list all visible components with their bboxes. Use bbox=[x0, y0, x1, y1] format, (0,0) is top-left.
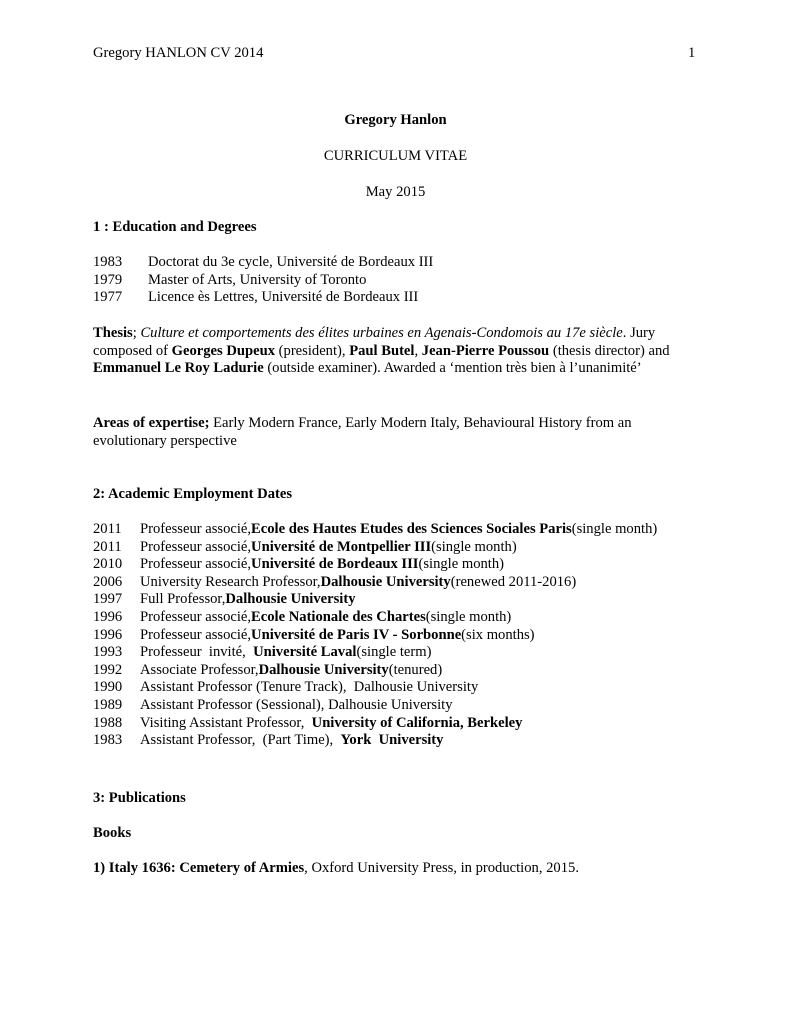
education-year: 1977 bbox=[93, 289, 123, 306]
thesis-text: (thesis director) and bbox=[549, 342, 670, 359]
employment-institution: Ecole des Hautes Etudes des Sciences Sociales Paris bbox=[251, 521, 572, 537]
employment-institution: Dalhousie University bbox=[225, 591, 356, 608]
employment-heading: 2: Academic Employment Dates bbox=[93, 486, 293, 502]
thesis-text: , bbox=[414, 342, 422, 359]
employment-role: Visiting Assistant Professor, bbox=[140, 714, 312, 731]
thesis-title: Culture et comportements des élites urbaines en Agenais-Condomois au 17e siècle bbox=[140, 325, 623, 341]
list-item bbox=[93, 591, 713, 609]
jury-member: Emmanuel Le Roy Ladurie bbox=[93, 360, 264, 377]
publications-heading: 3: Publications bbox=[93, 790, 186, 806]
list-item bbox=[93, 272, 705, 290]
education-text: Master of Arts, University of Toronto bbox=[148, 271, 367, 288]
employment-note: (single month) bbox=[571, 521, 658, 537]
education-list bbox=[93, 254, 705, 307]
employment-role: Professeur associé, bbox=[140, 556, 252, 573]
cv-date: May 2015 bbox=[365, 184, 426, 200]
education-text: Doctorat du 3e cycle, Université de Bordeaux III bbox=[148, 254, 434, 270]
list-item bbox=[93, 662, 713, 680]
employment-institution: Université Laval bbox=[253, 644, 357, 661]
employment-year: 2010 bbox=[93, 556, 123, 573]
employment-year: 1983 bbox=[93, 732, 123, 749]
employment-list bbox=[93, 521, 713, 750]
employment-role: Assistant Professor (Sessional), Dalhousie University bbox=[140, 696, 453, 713]
cv-name: Gregory Hanlon bbox=[344, 112, 447, 128]
book-title: 1) Italy 1636: Cemetery of Armies bbox=[93, 860, 305, 876]
employment-year: 2006 bbox=[93, 573, 123, 590]
page-number: 1 bbox=[688, 45, 696, 61]
expertise-text: Early Modern France, Early Modern Italy, Behavioural History from an evolutionary perspective bbox=[93, 415, 632, 449]
book-details: , Oxford University Press, in production, 2015. bbox=[304, 860, 579, 876]
book-entry bbox=[93, 860, 705, 878]
list-item bbox=[93, 254, 705, 272]
cv-title: CURRICULUM VITAE bbox=[323, 148, 468, 164]
employment-institution: University of California, Berkeley bbox=[311, 714, 523, 731]
employment-role: Professeur associé, bbox=[140, 626, 252, 643]
employment-role: Assistant Professor (Tenure Track), Dalhousie University bbox=[140, 679, 479, 696]
employment-year: 1990 bbox=[93, 679, 123, 696]
thesis-text: (president), bbox=[275, 342, 350, 359]
expertise-paragraph bbox=[93, 415, 705, 450]
employment-institution: Université de Paris IV - Sorbonne bbox=[251, 626, 462, 643]
list-item bbox=[93, 679, 713, 697]
list-item bbox=[93, 715, 713, 733]
employment-year: 1997 bbox=[93, 591, 123, 608]
employment-note: (renewed 2011-2016) bbox=[450, 573, 577, 590]
employment-role: Professeur associé, bbox=[140, 608, 252, 625]
jury-member: Jean-Pierre Poussou bbox=[421, 342, 550, 359]
list-item bbox=[93, 609, 713, 627]
thesis-text: . Jury composed of bbox=[93, 325, 656, 359]
employment-role: Professeur invité, bbox=[140, 644, 254, 661]
thesis-sep: ; bbox=[132, 325, 141, 341]
list-item bbox=[93, 556, 713, 574]
education-text: Licence ès Lettres, Université de Bordeaux III bbox=[148, 289, 419, 306]
employment-role: University Research Professor, bbox=[140, 573, 321, 590]
employment-year: 1989 bbox=[93, 696, 123, 713]
employment-role: Assistant Professor, (Part Time), bbox=[140, 732, 341, 749]
list-item bbox=[93, 697, 713, 715]
list-item bbox=[93, 539, 713, 557]
employment-institution: Dalhousie University bbox=[320, 573, 451, 590]
thesis-text: (outside examiner). Awarded a ‘mention très bien à l’unanimité’ bbox=[263, 360, 642, 377]
list-item bbox=[93, 289, 705, 307]
list-item bbox=[93, 732, 713, 750]
employment-note: (six months) bbox=[461, 626, 535, 643]
employment-note: (single month) bbox=[431, 538, 517, 555]
list-item bbox=[93, 644, 713, 662]
expertise-label: Areas of expertise; bbox=[93, 415, 210, 431]
employment-year: 2011 bbox=[93, 538, 122, 555]
employment-role: Associate Professor, bbox=[140, 661, 259, 678]
thesis-label: Thesis bbox=[93, 325, 133, 341]
employment-note: (tenured) bbox=[388, 661, 443, 678]
employment-role: Full Professor, bbox=[140, 591, 226, 608]
list-item bbox=[93, 574, 713, 592]
employment-institution: Ecole Nationale des Chartes bbox=[251, 608, 426, 625]
list-item bbox=[93, 627, 713, 645]
books-heading: Books bbox=[93, 825, 132, 841]
employment-note: (single month) bbox=[418, 556, 505, 573]
thesis-paragraph bbox=[93, 325, 705, 378]
education-year: 1983 bbox=[93, 254, 123, 270]
employment-year: 1996 bbox=[93, 626, 123, 643]
education-heading: 1 : Education and Degrees bbox=[93, 219, 257, 235]
employment-year: 1996 bbox=[93, 608, 123, 625]
employment-year: 2011 bbox=[93, 521, 122, 537]
employment-institution: Université de Bordeaux III bbox=[251, 556, 419, 573]
jury-member: Paul Butel bbox=[349, 342, 415, 359]
education-year: 1979 bbox=[93, 271, 123, 288]
employment-institution: York University bbox=[340, 732, 444, 749]
employment-role: Professeur associé, bbox=[140, 521, 252, 537]
employment-year: 1993 bbox=[93, 644, 123, 661]
employment-institution: Université de Montpellier III bbox=[251, 538, 432, 555]
employment-institution: Dalhousie University bbox=[258, 661, 389, 678]
employment-year: 1988 bbox=[93, 714, 123, 731]
employment-note: (single month) bbox=[425, 608, 512, 625]
list-item bbox=[93, 521, 713, 539]
employment-year: 1992 bbox=[93, 661, 123, 678]
running-header: Gregory HANLON CV 2014 bbox=[93, 45, 264, 61]
employment-note: (single term) bbox=[356, 644, 432, 661]
employment-role: Professeur associé, bbox=[140, 538, 252, 555]
jury-member: Georges Dupeux bbox=[171, 342, 276, 359]
